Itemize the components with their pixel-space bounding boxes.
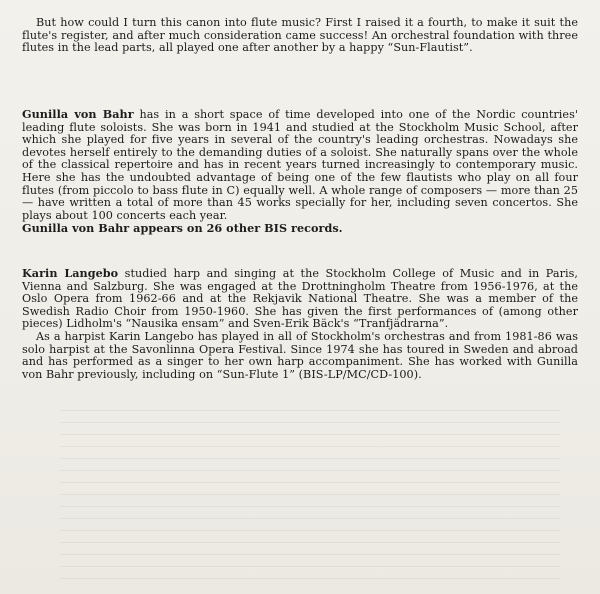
intro-text: But how could I turn this canon into flute music? First I raised it a fourth, to make it suit the flute's register, and after much consideration came success! An orchestral foundation with three flutes in the lead parts, all played one after another by a happy “Sun-Flautist”. [22,16,578,55]
bahr-records-note: Gunilla von Bahr appears on 26 other BIS records. [22,221,343,236]
langebo-bio-paragraph-2: As a harpist Karin Langebo has played in all of Stockholm's orchestras and from 1981-86 was solo harpist at the Savonlinna Opera Festival. Since 1974 she has toured in Sweden and abroad and has performed as a singer to her own harp accompaniment. She has worked with Gunilla von Bahr previously, including on “Sun-Flute 1” (BIS-LP/MC/CD-100). [22,329,578,381]
bahr-name: Gunilla von Bahr [22,107,134,121]
bahr-bio-paragraph [22,108,578,222]
show-through-texture [60,410,560,580]
langebo-name: Karin Langebo [22,266,119,280]
biography-karin-langebo [22,267,578,381]
bahr-bio-text: has in a short space of time developed into one of the Nordic countries' leading flute soloists. She was born in 1941 and studied at the Stockholm Music School, after which she played for five years in several of the country's leading orchestras. Nowadays she devotes herself entirely to the demanding duties of a soloist. She naturally spans over the whole of the classical repertoire and has in recent years turned increasingly to contemporary music. Here she has the undoubted advantage of being one of the few flautists who play on all four flutes (from piccolo to bass flute in C) equally well. A whole range of composers — more than 25 — have written a total of more than 45 works specially for her, including seven concertos. She plays about 100 concerts each year. [22,108,578,222]
langebo-bio-text: studied harp and singing at the Stockholm College of Music and in Paris, Vienna and Salzburg. She was engaged at the Drottningholm Theatre from 1956-1976, at the Oslo Opera from 1962-66 and at the Rekjavik National Theatre. She was a member of the Swedish Radio Choir from 1950-1960. She has given the first performances of (among other pieces) Lidholm's “Nausika ensam” and Sven-Erik Bäck's “Tranfjädrarna”. [22,267,578,331]
langebo-bio-paragraph [22,267,578,331]
biography-gunilla-von-bahr [22,108,578,235]
intro-paragraph [22,17,578,55]
